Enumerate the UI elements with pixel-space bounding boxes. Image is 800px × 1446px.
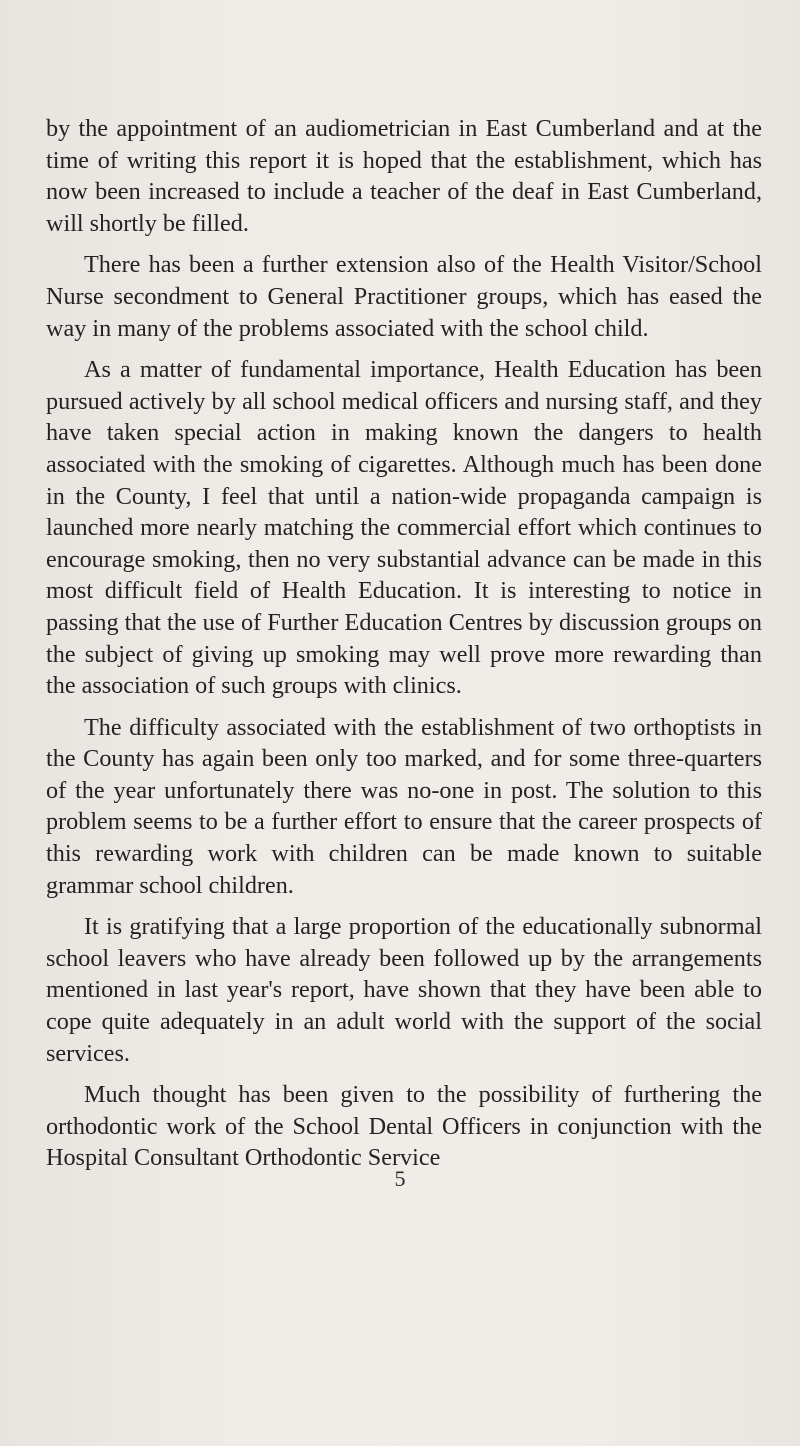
paragraph-1: by the appointment of an audiometrician in East Cumberland and at the time of writing this report it is hoped that the establishment, which has now been increased to include a teacher of the deaf in East Cumberland, will shortly be filled.	[46, 115, 762, 237]
paragraph-2: There has been a further extension also of the Health Visitor/School Nurse secondment to General Practitioner groups, which has eased the way in many of the problems associated with the school child.	[46, 251, 762, 342]
paragraph-4: The difficulty associated with the establishment of two orthoptists in the County has again been only too marked, and for some three-quarters of the year unfortunately there was no-one in post. The solution to this problem seems to be a further effort to ensure that the career prospects of this rewarding work with children can be made known to suitable grammar school children.	[46, 713, 762, 899]
paragraph-5: It is gratifying that a large proportion of the educationally subnormal school leavers who have already been followed up by the arrangements mentioned in last year's report, have shown that they have been able to cope quite adequately in an adult world with the support of the social services.	[46, 913, 762, 1067]
body-text	[46, 113, 762, 1174]
paragraph-6: Much thought has been given to the possibility of furthering the orthodontic work of the School Dental Officers in conjunction with the Hospital Consultant Orthodontic Service	[46, 1081, 762, 1172]
page-number: 5	[394, 1166, 406, 1191]
paragraph-3: As a matter of fundamental importance, Health Education has been pursued actively by all school medical officers and nursing staff, and they have taken special action in making known the dangers to health associated with the smoking of cigarettes. Although much has been done in the County, I feel that until a nation-wide propaganda campaign is launched more nearly matching the commercial effort which continues to encourage smoking, then no very substantial advance can be made in this most difficult field of Health Education. It is interesting to notice in passing that the use of Further Education Centres by discussion groups on the subject of giving up smoking may well prove more rewarding than the association of such groups with clinics.	[46, 356, 762, 700]
